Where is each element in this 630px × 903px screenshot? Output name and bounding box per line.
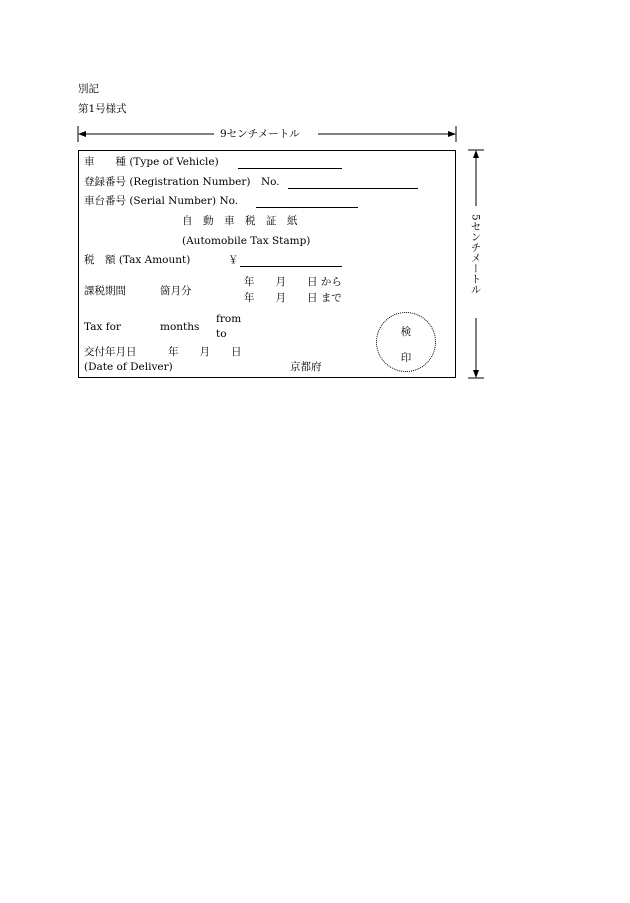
seal-top-character: 検 [400, 326, 412, 338]
registration-number-blank [288, 178, 418, 189]
tax-period-label: 課税期間 [84, 285, 126, 297]
period-to-date: 年 月 日 まで [244, 292, 342, 304]
months-english-label: months [160, 321, 200, 333]
form-number: 第1号様式 [78, 103, 127, 115]
seal-bottom-character: 印 [400, 352, 412, 364]
months-japanese-label: 箇月分 [160, 285, 192, 297]
vehicle-type-blank [238, 158, 342, 169]
vehicle-type-label: 車 種 (Type of Vehicle) [84, 156, 219, 168]
tax-for-label: Tax for [84, 321, 121, 333]
height-dimension-label: 5センチメートル [469, 214, 482, 295]
delivery-date-english: (Date of Deliver) [84, 361, 173, 373]
stamp-title-japanese: 自 動 車 税 証 紙 [182, 215, 298, 227]
serial-number-blank [256, 197, 358, 208]
yen-symbol: ￥ [228, 254, 239, 266]
inspection-seal [376, 312, 436, 372]
tax-amount-blank [240, 256, 342, 267]
period-from-date: 年 月 日 から [244, 276, 342, 288]
width-dimension-label: 9センチメートル [220, 128, 300, 140]
serial-number-label: 車台番号 (Serial Number) No. [84, 195, 239, 207]
annex-label: 別記 [78, 83, 99, 95]
from-english-label: from [216, 313, 242, 325]
to-english-label: to [216, 328, 227, 340]
delivery-date-label: 交付年月日 年 月 日 [84, 346, 242, 358]
prefecture-name: 京都府 [290, 361, 322, 373]
stamp-title-english: (Automobile Tax Stamp) [182, 235, 311, 247]
tax-amount-label: 税 額 (Tax Amount) [84, 254, 191, 266]
registration-number-label: 登録番号 (Registration Number) No. [84, 176, 280, 188]
